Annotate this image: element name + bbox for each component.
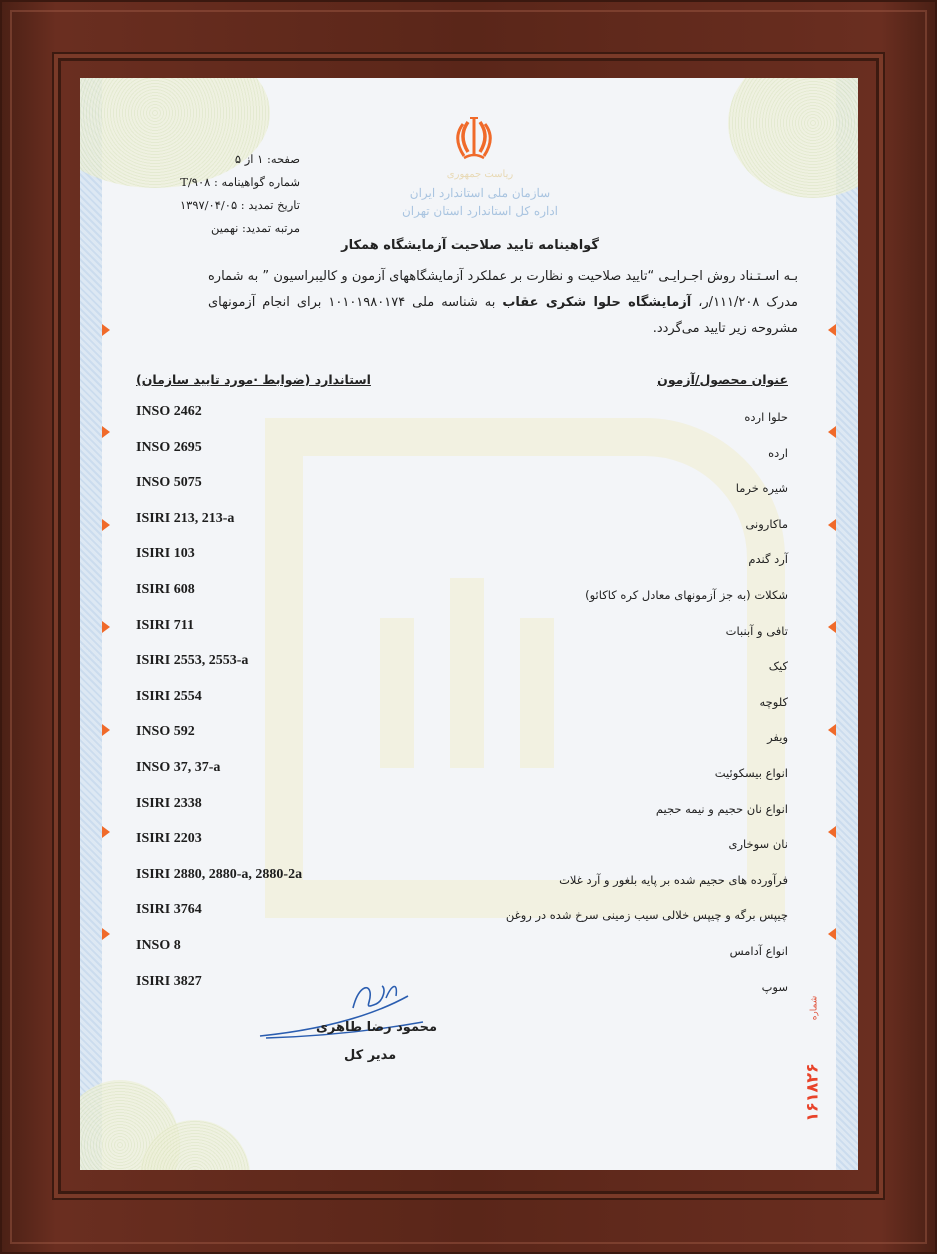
product-name: انواع نان حجیم و نیمه حجیم [655,801,788,816]
product-name: شیره خرما [735,481,788,496]
product-name: آرد گندم [748,552,788,567]
column-header-standard: استاندارد (ضوابط ·مورد تایید سازمان) [136,372,371,387]
table-row [80,724,858,760]
table-row [80,760,858,796]
standard-code: ISIRI 2880, 2880-a, 2880-2a [136,866,303,882]
serial-label: شماره [809,995,820,1021]
standard-code: ISIRI 2554 [136,688,202,704]
product-name: ویفر [767,730,788,745]
product-name: کلوچه [759,694,788,709]
standard-code: ISIRI 103 [136,546,195,562]
standard-code: ISIRI 2553, 2553-a [136,653,249,669]
product-name: کیک [768,659,788,674]
certificate-paper [80,78,858,1170]
standard-code: ISIRI 711 [136,617,194,633]
certificate-meta [160,148,300,240]
signature-icon [258,978,458,1048]
table-row [80,546,858,582]
product-name: فرآورده های حجیم شده بر پایه بلغور و آرد غلات [559,872,788,887]
page-number: صفحه: ۱ از ۵ [234,152,300,166]
standard-code: INSO 2462 [136,404,202,419]
product-name: ارده [768,445,788,460]
provincial-org-name: اداره کل استاندارد استان تهران [401,204,559,218]
renewal-order: مرتبه تمدید: نهمین [210,221,300,235]
renewal-date: تاریخ تمدید : ۱۳۹۷/۰۴/۰۵ [179,198,300,212]
product-name: انواع آدامس [729,943,788,958]
table-row [80,902,858,938]
guilloche-corner-top-right [728,78,858,198]
standard-code: ISIRI 3764 [136,902,202,918]
product-name: شکلات (به جز آزمونهای معادل کره کاکائو) [585,587,788,602]
certificate-title: گواهینامه تایید صلاحیت آزمایشگاه همکار [341,238,599,253]
column-header-product: عنوان محصول/آزمون [657,372,788,387]
table-row [80,582,858,618]
table-row [80,974,858,1010]
iran-emblem-icon [454,114,494,162]
edge-marker-left-icon [102,324,110,336]
table-row [80,796,858,832]
standard-code: INSO 37, 37-a [136,759,221,775]
product-name: چیپس برگه و چیپس خلالی سیب زمینی سرخ شده در روغن [505,908,788,923]
product-name: تافی و آبنبات [725,623,788,638]
edge-marker-right-icon [828,324,836,336]
issuing-authority [400,166,560,220]
standard-code: ISIRI 213, 213-a [136,510,235,526]
table-row [80,618,858,654]
table-row [80,404,858,440]
standard-code: INSO 5075 [136,475,202,491]
national-org-name: سازمان ملی استاندارد ایران [409,186,551,200]
product-name: ماکارونی [745,516,788,531]
product-name: سوپ [761,979,788,994]
serial-number-stamp [798,995,828,1170]
standard-code: ISIRI 3827 [136,973,202,989]
standard-code: ISIRI 2338 [136,795,202,811]
certificate-body [208,264,798,342]
standard-code: INSO 2695 [136,439,202,455]
standard-code: ISIRI 608 [136,581,195,597]
table-row [80,440,858,476]
product-name: حلوا ارده [744,410,788,424]
certificate-number: شماره گواهینامه : T/۹۰۸ [180,175,300,189]
standard-code: INSO 592 [136,724,195,740]
table-row [80,511,858,547]
scope-table [80,404,858,1009]
signatory-name: محمود رضا طاهری [316,1020,438,1035]
table-row [80,475,858,511]
body-text-1: بـه اسـتـناد روش اجـرایـی “تایید صلاحیت و نظارت بر عملکرد آزمایشگاههای آزمون و کالیبراسیون ” به شماره مدرک ۱۱۱/۲۰۸/ر، [208,269,798,310]
signatory-role: مدیر کل [344,1048,397,1063]
body-text-2: به شناسه ملی ۱۰۱۰۱۹۸۰۱۷۴ برای انجام آزمونهای مشروحه زیر تایید می‌گردد. [208,295,798,336]
product-name: نان سوخاری [728,837,788,852]
standard-code: INSO 8 [136,937,181,953]
serial-number: ۱۶۱۸۲۶ [802,1063,822,1122]
table-row [80,938,858,974]
product-name: انواع بیسکوئیت [714,765,788,780]
presidency-label: ریاست جمهوری [446,169,514,180]
table-row [80,867,858,903]
standard-code: ISIRI 2203 [136,831,202,847]
table-row [80,831,858,867]
table-row [80,653,858,689]
lab-name: آزمایشگاه حلوا شکری عقاب [502,295,692,310]
table-row [80,689,858,725]
